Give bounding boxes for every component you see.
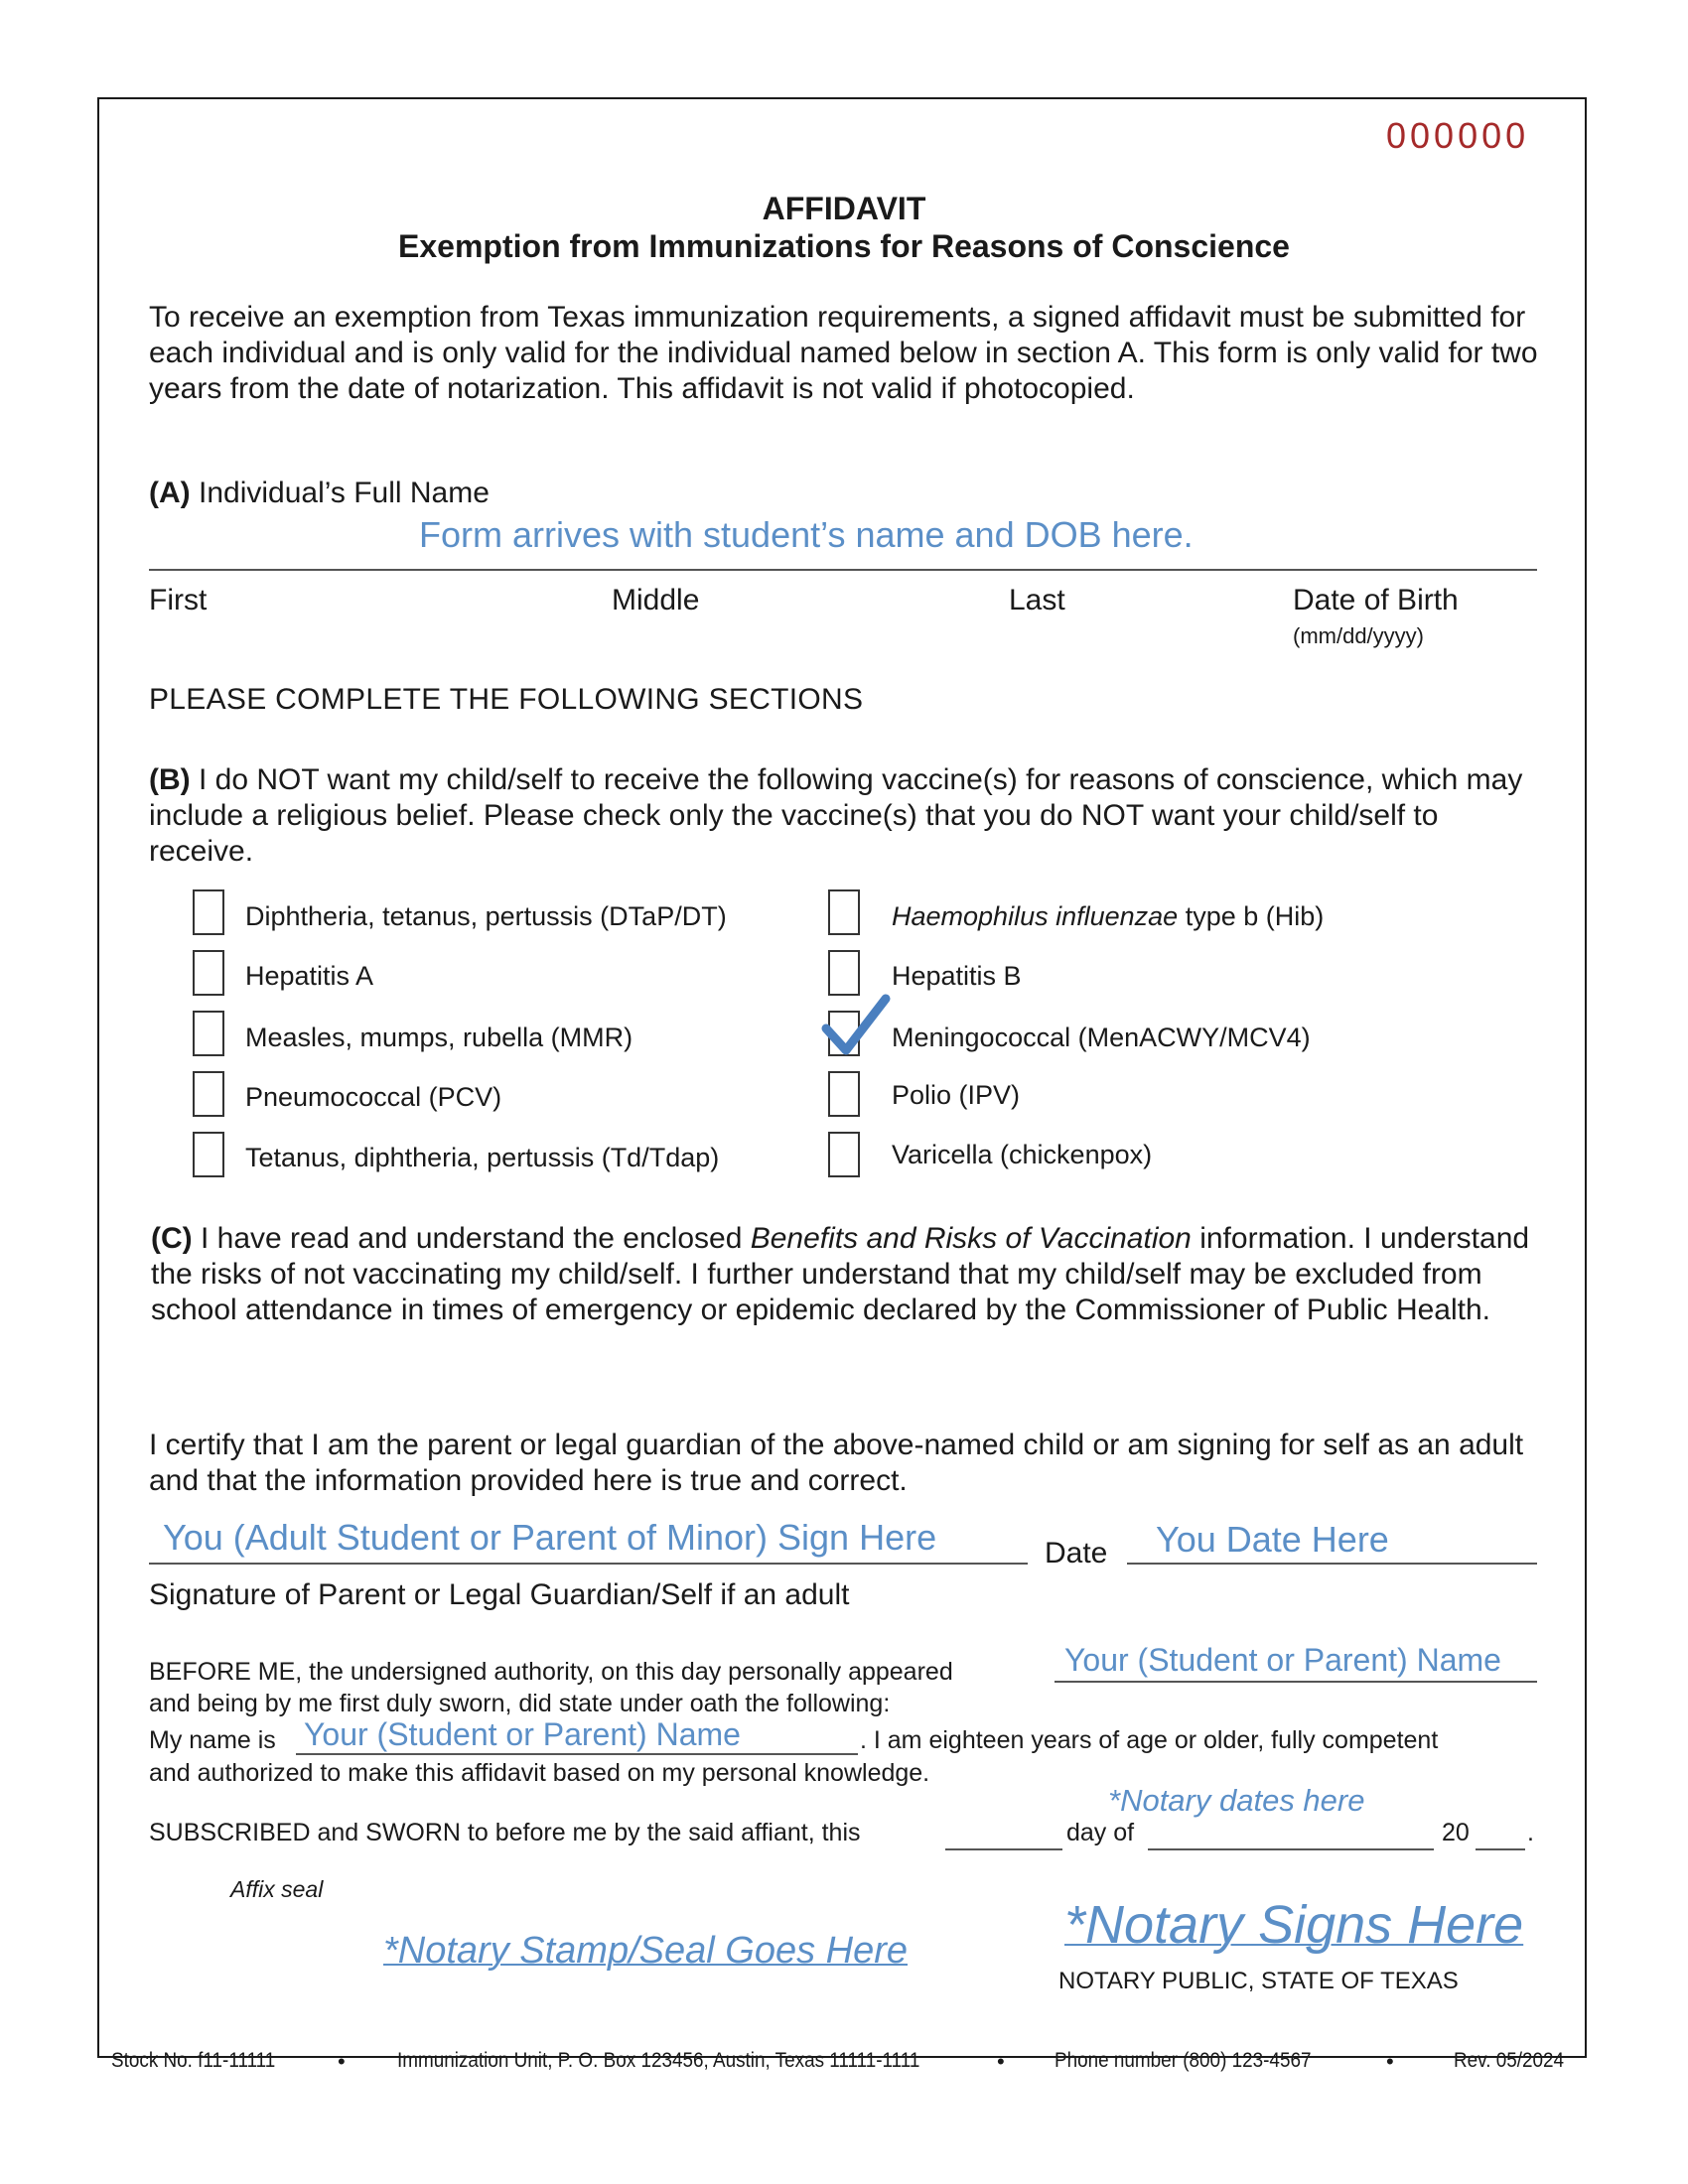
vaccine-label-tdap: Tetanus, diphtheria, pertussis (Td/Tdap) — [245, 1143, 720, 1172]
vaccine-label-hepatitis-b: Hepatitis B — [892, 961, 1022, 991]
footer-bullet: • — [997, 2049, 1005, 2074]
vaccine-label-hepatitis-a: Hepatitis A — [245, 961, 374, 991]
signature-line[interactable] — [149, 1563, 1028, 1565]
eighteen-text: . I am eighteen years of age or older, fully competent — [860, 1726, 1439, 1754]
certify-paragraph: I certify that I am the parent or legal guardian of the above-named child or am signing for self as an adult and that the information provided here is true and correct. — [149, 1429, 1524, 1497]
year-line[interactable] — [1476, 1848, 1525, 1850]
vaccine-label-polio: Polio (IPV) — [892, 1080, 1021, 1110]
checkbox-dtap[interactable] — [193, 889, 224, 935]
serial-number: 000000 — [1386, 115, 1530, 156]
signature-caption: Signature of Parent or Legal Guardian/Self if an adult — [149, 1578, 850, 1611]
handwritten-date: You Date Here — [1156, 1519, 1389, 1560]
year-prefix: 20 — [1442, 1819, 1470, 1846]
my-name-is-label: My name is — [149, 1726, 276, 1754]
handwritten-my-name: Your (Student or Parent) Name — [304, 1716, 741, 1752]
section-a-marker: (A) — [149, 477, 191, 509]
sworn-text: and being by me first duly sworn, did state under oath the following: — [149, 1690, 891, 1717]
section-a-label — [149, 477, 490, 510]
checkbox-hepatitis-a[interactable] — [193, 950, 224, 996]
month-line[interactable] — [1148, 1848, 1434, 1850]
vaccine-label-mmr: Measles, mumps, rubella (MMR) — [245, 1023, 633, 1052]
authorized-text: and authorized to make this affidavit based on my personal knowledge. — [149, 1759, 930, 1787]
section-b-body: I do NOT want my child/self to receive the following vaccine(s) for reasons of conscience, which may include a religious belief. Please check only the vaccine(s) that you do NOT want your child/self to receive. — [149, 763, 1523, 868]
middle-label: Middle — [612, 584, 700, 616]
section-b-text — [149, 762, 1539, 870]
section-c-before: I have read and understand the enclosed — [192, 1222, 751, 1255]
section-a-text: Individual’s Full Name — [199, 477, 490, 509]
day-of-label: day of — [1066, 1819, 1135, 1846]
section-b-marker: (B) — [149, 763, 191, 796]
name-line[interactable] — [149, 569, 1537, 571]
checkbox-tdap[interactable] — [193, 1132, 224, 1177]
vaccine-label-varicella: Varicella (chickenpox) — [892, 1140, 1153, 1169]
last-label: Last — [1009, 584, 1065, 616]
vaccine-label-hib-italic: Haemophilus influenzae — [892, 901, 1179, 931]
my-name-line[interactable] — [296, 1753, 858, 1755]
year-period: . — [1527, 1819, 1534, 1846]
intro-paragraph: To receive an exemption from Texas immunization requirements, a signed affidavit must be submitted for each individual and is only valid for the individual named below in section A. This form is only valid for two years from the date of notarization. This affidavit is not valid if photocopied. — [149, 301, 1538, 405]
vaccine-label-meningococcal: Meningococcal (MenACWY/MCV4) — [892, 1023, 1311, 1052]
dob-label: Date of Birth — [1293, 584, 1459, 616]
checkmark-icon — [820, 993, 892, 1058]
handwritten-name-dob-note: Form arrives with student’s name and DOB here. — [419, 514, 1194, 555]
footer-bullet: • — [338, 2049, 346, 2074]
section-c-marker: (C) — [151, 1222, 193, 1255]
footer-bullet: • — [1386, 2049, 1394, 2074]
dob-format: (mm/dd/yyyy) — [1293, 623, 1424, 648]
handwritten-notary-dates-note: *Notary dates here — [1108, 1783, 1365, 1818]
appeared-name-line[interactable] — [1055, 1681, 1537, 1683]
footer-revision: Rev. 05/2024 — [1454, 2049, 1565, 2072]
handwritten-appeared-name: Your (Student or Parent) Name — [1064, 1642, 1501, 1678]
form-title: AFFIDAVIT — [762, 191, 926, 226]
checkbox-hib[interactable] — [828, 889, 860, 935]
footer-phone: Phone number (800) 123-4567 — [1055, 2049, 1312, 2072]
section-c-after: information. I understand the risks of not vaccinating my child/self. I further understand that my child/self may be excluded from school attendance in times of emergency or epidemic declared by the Commissioner of Public Health. — [151, 1222, 1530, 1326]
handwritten-notary-signature: *Notary Signs Here — [1064, 1895, 1524, 1955]
checkbox-pcv[interactable] — [193, 1071, 224, 1117]
handwritten-signature: You (Adult Student or Parent of Minor) Sign Here — [163, 1517, 937, 1558]
subscribed-text: SUBSCRIBED and SWORN to before me by the said affiant, this — [149, 1819, 861, 1846]
vaccine-label-pcv: Pneumococcal (PCV) — [245, 1082, 502, 1112]
before-me-text: BEFORE ME, the undersigned authority, on this day personally appeared — [149, 1658, 953, 1686]
section-c-text — [151, 1221, 1541, 1328]
date-label: Date — [1045, 1537, 1108, 1570]
notary-public-caption: NOTARY PUBLIC, STATE OF TEXAS — [1058, 1968, 1459, 1994]
checkbox-polio[interactable] — [828, 1071, 860, 1117]
first-label: First — [149, 584, 208, 616]
footer-address: Immunization Unit, P. O. Box 123456, Austin, Texas 11111-1111 — [397, 2049, 920, 2072]
checkbox-varicella[interactable] — [828, 1132, 860, 1177]
vaccine-label-hib — [892, 901, 1324, 932]
checkbox-hepatitis-b[interactable] — [828, 950, 860, 996]
section-c-italic: Benefits and Risks of Vaccination — [750, 1222, 1192, 1255]
complete-heading: PLEASE COMPLETE THE FOLLOWING SECTIONS — [149, 683, 864, 716]
form-subtitle: Exemption from Immunizations for Reasons of Conscience — [398, 228, 1290, 264]
date-line[interactable] — [1127, 1563, 1537, 1565]
day-line[interactable] — [945, 1848, 1062, 1850]
vaccine-label-dtap: Diphtheria, tetanus, pertussis (DTaP/DT) — [245, 901, 727, 931]
vaccine-label-hib-rest: type b (Hib) — [1178, 901, 1325, 931]
handwritten-notary-stamp-note: *Notary Stamp/Seal Goes Here — [383, 1930, 909, 1972]
checkbox-mmr[interactable] — [193, 1011, 224, 1056]
affix-seal-label: Affix seal — [230, 1876, 324, 1902]
footer-stock-number: Stock No. f11-11111 — [111, 2049, 276, 2072]
